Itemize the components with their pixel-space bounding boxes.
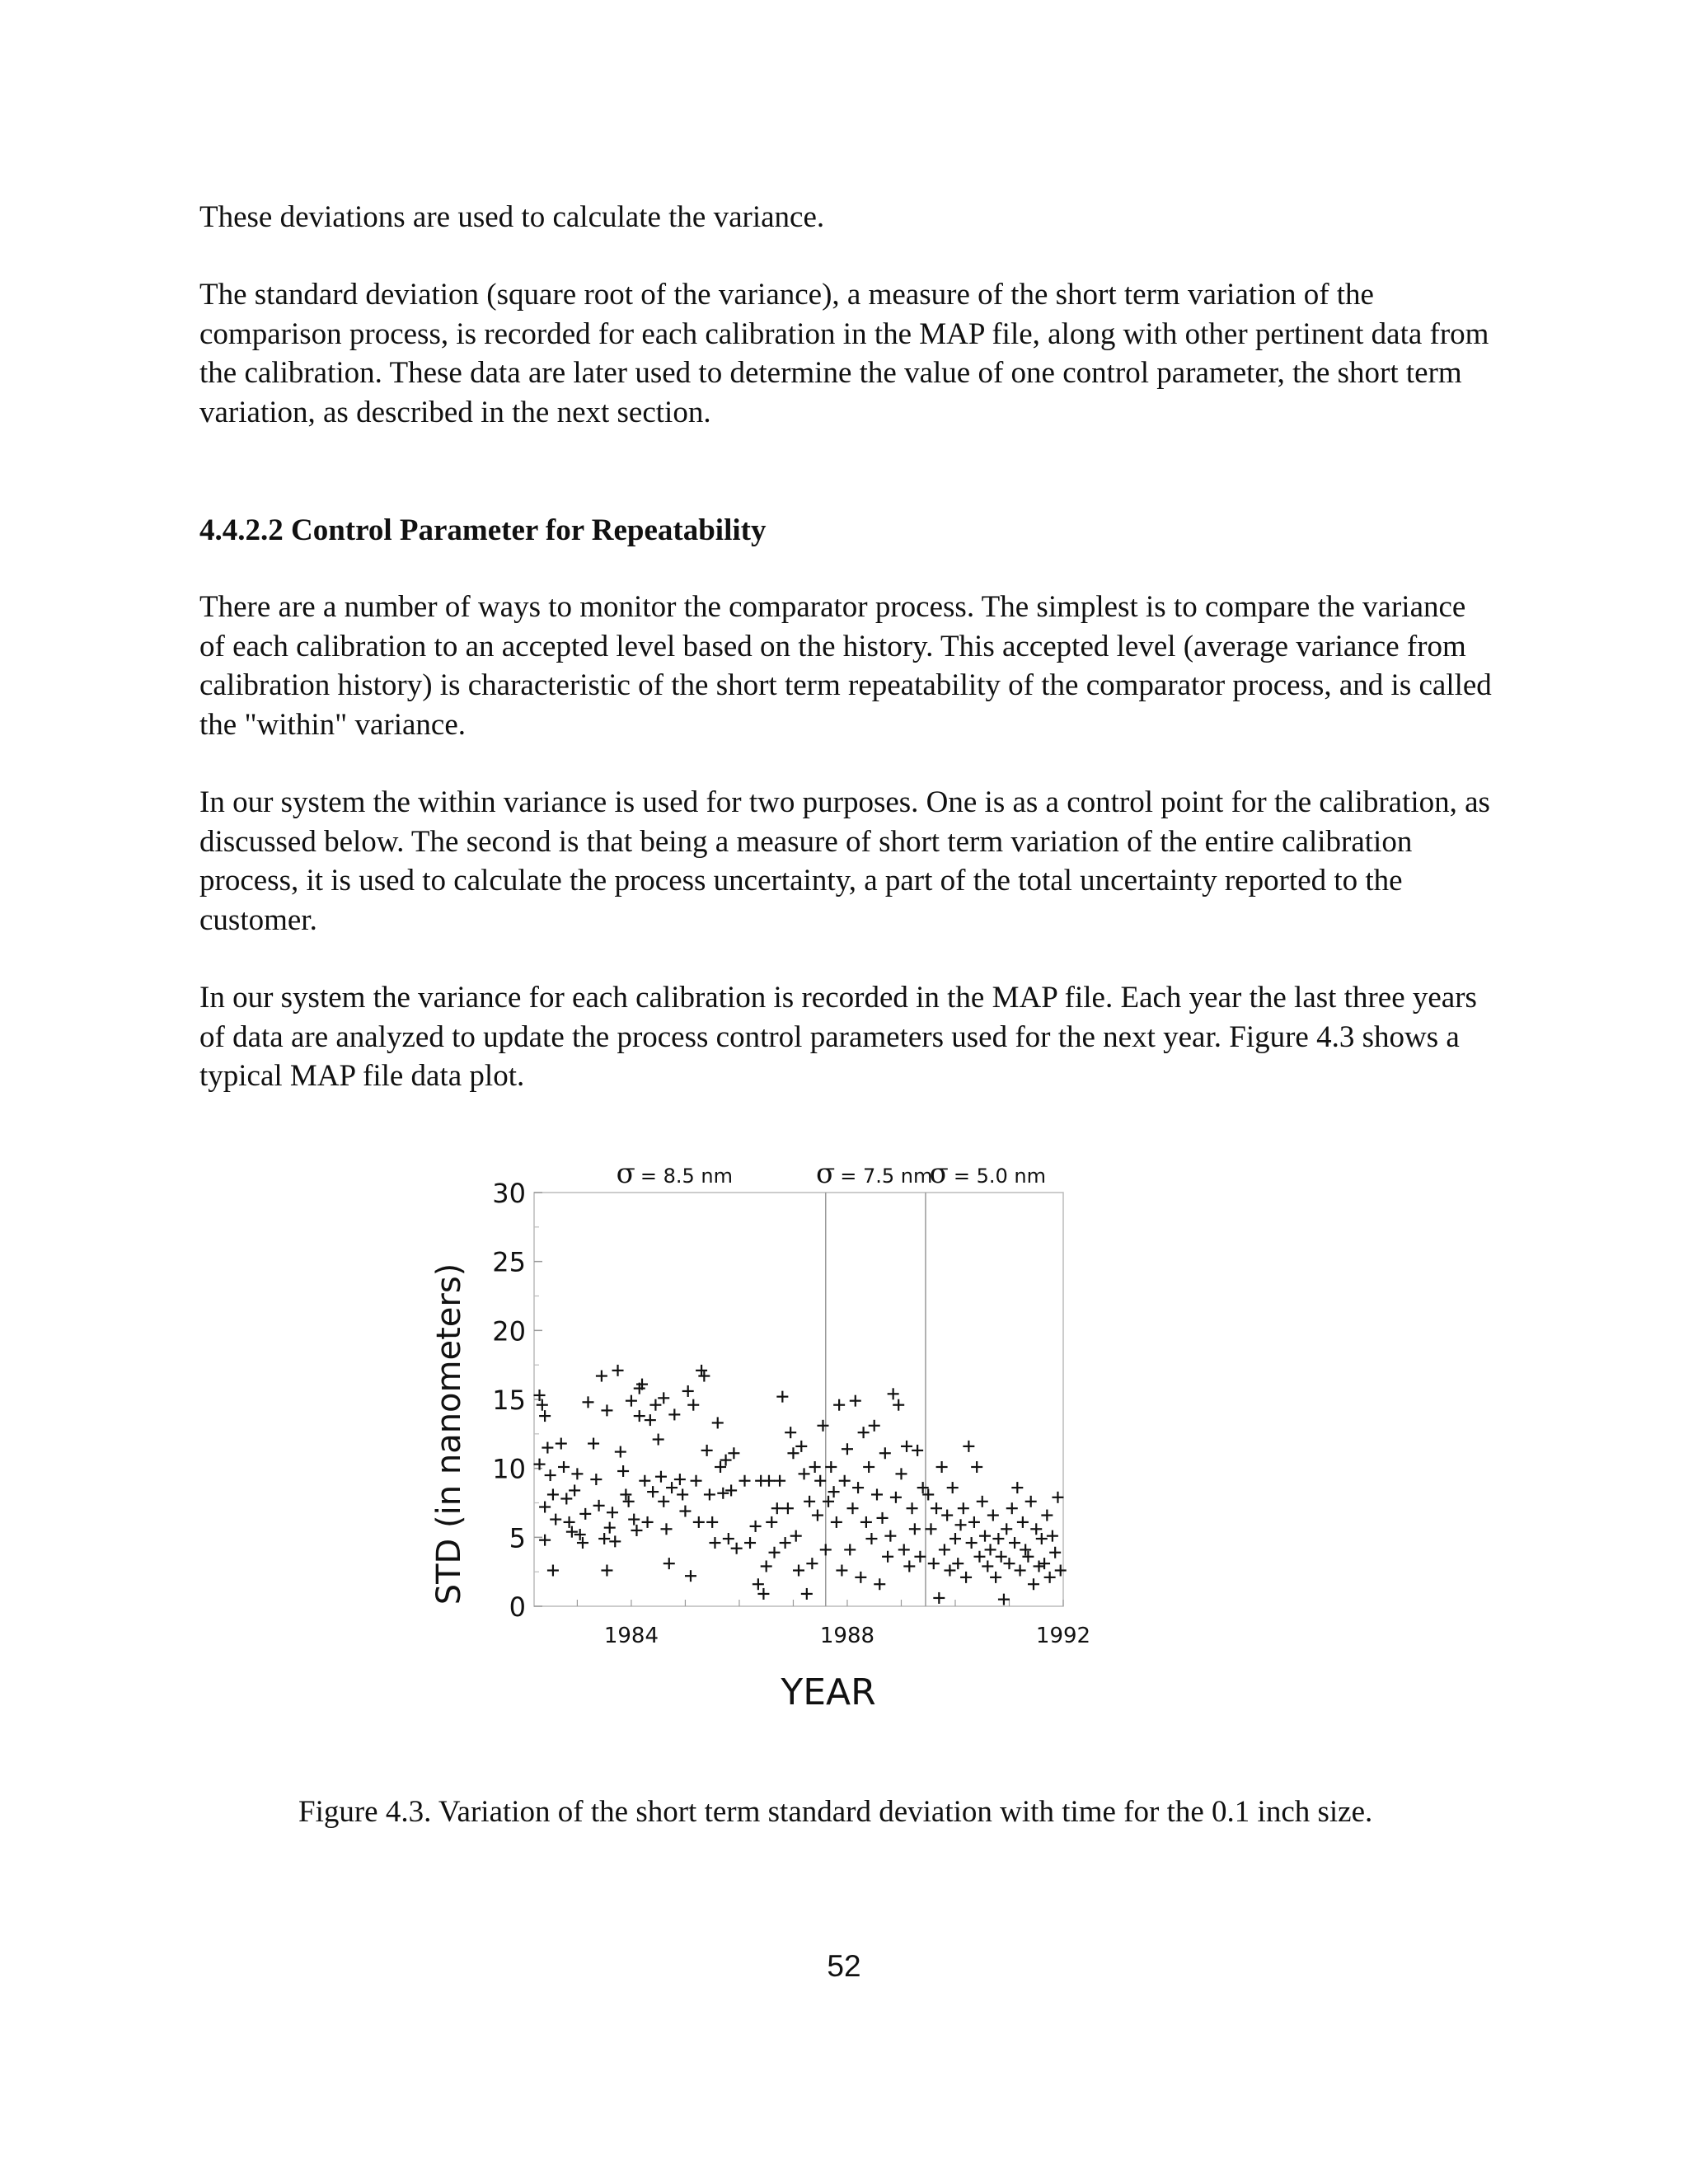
- period-dividers: [826, 1193, 926, 1606]
- x-tick-label: 1984: [603, 1624, 659, 1648]
- data-point: [1003, 1558, 1015, 1569]
- data-point: [634, 1410, 645, 1422]
- plot-border: [534, 1193, 1063, 1606]
- data-point: [947, 1482, 959, 1493]
- data-point: [926, 1523, 937, 1535]
- data-point: [971, 1461, 982, 1473]
- sigma-annotation: [617, 1157, 733, 1190]
- data-point: [1001, 1523, 1012, 1535]
- paragraph-3: There are a number of ways to monitor the comparator process. The simplest is to compare the variance of each calibration to an accepted level based on the history. This accepted level (average variance from calibration history) is characteristic of the short term repeatability of the comparator process, and is called the "within" variance.: [199, 590, 1492, 742]
- sigma-symbol: σ: [816, 1157, 836, 1190]
- data-point: [612, 1365, 624, 1376]
- data-point: [888, 1388, 899, 1399]
- data-point: [839, 1475, 851, 1487]
- data-point: [564, 1516, 575, 1528]
- data-point: [593, 1500, 605, 1511]
- sigma-annotation: [930, 1157, 1046, 1190]
- data-point: [715, 1461, 726, 1473]
- sigma-value: = 5.0 nm: [953, 1165, 1046, 1188]
- data-point: [985, 1544, 996, 1555]
- data-point: [1052, 1492, 1063, 1503]
- y-tick-label: 25: [492, 1246, 526, 1278]
- data-point: [545, 1469, 556, 1481]
- data-point: [558, 1461, 570, 1473]
- data-point: [653, 1434, 664, 1446]
- data-point: [1041, 1510, 1053, 1521]
- data-point: [601, 1564, 612, 1576]
- data-point: [757, 1588, 769, 1600]
- data-point: [639, 1475, 650, 1487]
- paragraph-2: The standard deviation (square root of the variance), a measure of the short term variation of the comparison process, is recorded for each calibration in the MAP file, along with other pertinent data from the calibration. These data are later used to determine the value of one control parameter, the short term variation, as described in the next section.: [199, 278, 1489, 429]
- data-point: [590, 1474, 602, 1485]
- data-point: [922, 1488, 934, 1500]
- page-number: 52: [827, 1949, 861, 1983]
- data-point: [698, 1371, 710, 1382]
- data-point: [847, 1502, 859, 1514]
- data-point: [1022, 1551, 1034, 1563]
- data-point: [1011, 1482, 1023, 1493]
- data-point: [855, 1572, 866, 1583]
- data-point: [631, 1525, 642, 1536]
- data-point: [893, 1399, 904, 1411]
- data-point: [996, 1551, 1007, 1563]
- data-point: [744, 1537, 756, 1549]
- data-point: [738, 1475, 750, 1487]
- data-point: [907, 1502, 918, 1514]
- data-point: [647, 1486, 659, 1497]
- data-point: [939, 1544, 950, 1555]
- paragraph-5: In our system the variance for each calibration is recorded in the MAP file. Each year the last three years of data are analyzed to update the process control parameters used for the next year. Figure 4.3 shows a typical MAP file data plot.: [199, 981, 1477, 1093]
- data-point: [1044, 1572, 1056, 1583]
- data-point: [901, 1441, 912, 1452]
- data-point: [598, 1533, 610, 1544]
- data-point: [620, 1488, 631, 1500]
- data-point: [898, 1544, 910, 1555]
- x-tick-label: 1992: [1035, 1624, 1091, 1648]
- data-point: [933, 1592, 945, 1604]
- data-point: [865, 1533, 877, 1544]
- data-point: [691, 1475, 702, 1487]
- data-point: [977, 1496, 988, 1507]
- data-point: [601, 1404, 612, 1416]
- data-point: [539, 1502, 551, 1513]
- data-point: [801, 1588, 813, 1600]
- section-heading: 4.4.2.2 Control Parameter for Repeatability: [199, 513, 767, 547]
- data-point: [547, 1488, 559, 1500]
- data-point: [814, 1475, 826, 1487]
- y-tick-label: 15: [492, 1385, 526, 1416]
- data-point: [682, 1385, 694, 1397]
- data-point: [550, 1514, 561, 1526]
- data-point: [1030, 1523, 1042, 1535]
- data-point: [998, 1594, 1010, 1605]
- data-point: [806, 1558, 818, 1569]
- data-point: [696, 1365, 707, 1376]
- data-point: [817, 1420, 828, 1432]
- data-point: [560, 1493, 572, 1504]
- period-annotations: [617, 1157, 1046, 1190]
- sigma-symbol: σ: [929, 1157, 949, 1190]
- x-tick-label: 1988: [819, 1624, 875, 1648]
- data-point: [869, 1420, 880, 1432]
- plot-frame: [534, 1193, 1063, 1606]
- data-point: [1034, 1560, 1045, 1572]
- data-point: [677, 1488, 688, 1500]
- data-point: [709, 1537, 720, 1549]
- data-point: [825, 1461, 837, 1473]
- data-points: [534, 1365, 1067, 1605]
- data-point: [928, 1558, 940, 1569]
- data-point: [769, 1547, 781, 1558]
- data-point: [912, 1445, 923, 1456]
- data-point: [542, 1442, 553, 1454]
- data-point: [823, 1496, 834, 1507]
- data-point: [858, 1427, 870, 1438]
- sigma-symbol: σ: [616, 1157, 635, 1190]
- data-point: [979, 1530, 991, 1542]
- data-point: [903, 1560, 915, 1572]
- data-point: [547, 1564, 559, 1576]
- data-point: [628, 1514, 640, 1526]
- figure-caption: Figure 4.3. Variation of the short term standard deviation with time for the 0.1 inch size.: [298, 1795, 1373, 1829]
- data-point: [884, 1530, 896, 1542]
- data-point: [666, 1482, 678, 1493]
- sigma-value: = 8.5 nm: [640, 1165, 733, 1188]
- data-point: [793, 1564, 804, 1576]
- data-point: [776, 1391, 788, 1403]
- data-point: [782, 1502, 794, 1514]
- data-point: [725, 1484, 737, 1496]
- data-point: [674, 1474, 686, 1485]
- data-point: [750, 1521, 762, 1532]
- data-point: [537, 1399, 548, 1411]
- figure-4-3: [412, 1150, 1154, 1727]
- y-axis-ticks: [492, 1178, 542, 1623]
- data-point: [941, 1510, 953, 1521]
- data-point: [645, 1414, 656, 1426]
- data-point: [787, 1447, 799, 1459]
- data-point: [579, 1508, 591, 1520]
- y-axis-label: STD (in nanometers): [430, 1263, 468, 1605]
- data-point: [895, 1468, 907, 1479]
- data-point: [952, 1558, 964, 1569]
- data-point: [655, 1471, 667, 1483]
- data-point: [963, 1441, 974, 1452]
- data-point: [566, 1526, 578, 1538]
- data-point: [973, 1551, 985, 1563]
- data-point: [607, 1507, 618, 1518]
- data-point: [1025, 1496, 1037, 1507]
- data-point: [1020, 1544, 1031, 1555]
- sigma-value: = 7.5 nm: [840, 1165, 933, 1188]
- data-point: [804, 1496, 815, 1507]
- data-point: [917, 1482, 929, 1493]
- data-point: [617, 1465, 629, 1477]
- data-point: [712, 1417, 724, 1428]
- data-point: [693, 1516, 705, 1528]
- data-point: [836, 1564, 847, 1576]
- data-point: [574, 1529, 586, 1540]
- data-point: [539, 1410, 551, 1422]
- data-point: [828, 1486, 840, 1497]
- data-point: [860, 1516, 872, 1528]
- data-point: [944, 1564, 955, 1576]
- data-point: [615, 1446, 626, 1458]
- data-point: [790, 1530, 802, 1542]
- data-point: [958, 1502, 969, 1514]
- paragraph-1: These deviations are used to calculate the variance.: [199, 200, 825, 234]
- data-point: [774, 1475, 785, 1487]
- y-tick-label: 20: [492, 1315, 526, 1347]
- data-point: [950, 1533, 961, 1544]
- data-point: [604, 1522, 616, 1534]
- data-point: [706, 1516, 718, 1528]
- sigma-annotation: [816, 1157, 932, 1190]
- data-point: [642, 1516, 654, 1528]
- data-point: [1017, 1516, 1029, 1528]
- data-point: [704, 1488, 715, 1500]
- data-point: [852, 1482, 864, 1493]
- data-point: [785, 1427, 796, 1438]
- data-point: [879, 1447, 891, 1459]
- scatter-chart: [412, 1150, 1154, 1727]
- data-point: [1036, 1533, 1048, 1544]
- data-point: [877, 1512, 889, 1524]
- data-point: [960, 1572, 972, 1583]
- data-point: [914, 1551, 926, 1563]
- x-axis-label: YEAR: [781, 1671, 876, 1713]
- data-point: [583, 1396, 594, 1408]
- data-point: [569, 1484, 580, 1496]
- data-point: [780, 1537, 791, 1549]
- y-tick-label: 0: [509, 1591, 526, 1623]
- data-point: [1039, 1558, 1050, 1569]
- x-axis-ticks: [577, 1600, 1090, 1648]
- paragraph-4: In our system the within variance is used for two purposes. One is as a control point for the calibration, as discussed below. The second is that being a measure of short term variation of the entire calibration process, it is used to calculate the process uncertainty, a part of the total uncertainty reported to the customer.: [199, 785, 1490, 937]
- data-point: [658, 1392, 669, 1404]
- data-point: [871, 1488, 883, 1500]
- data-point: [831, 1516, 842, 1528]
- data-point: [863, 1461, 874, 1473]
- data-point: [701, 1445, 713, 1456]
- data-point: [1009, 1537, 1020, 1549]
- data-point: [761, 1560, 772, 1572]
- data-point: [626, 1395, 637, 1407]
- data-point: [717, 1488, 729, 1499]
- data-point: [771, 1502, 783, 1514]
- data-point: [679, 1506, 691, 1517]
- data-point: [844, 1544, 856, 1555]
- data-point: [658, 1496, 669, 1507]
- data-point: [623, 1496, 635, 1507]
- data-point: [720, 1455, 732, 1466]
- data-point: [1028, 1578, 1039, 1590]
- data-point: [1006, 1502, 1018, 1514]
- data-point: [990, 1572, 1001, 1583]
- data-point: [874, 1578, 885, 1590]
- data-point: [992, 1533, 1004, 1544]
- data-point: [577, 1537, 588, 1549]
- data-point: [931, 1502, 942, 1514]
- data-point: [728, 1447, 739, 1459]
- data-point: [820, 1544, 832, 1555]
- data-point: [661, 1523, 673, 1535]
- data-point: [1015, 1564, 1026, 1576]
- data-point: [539, 1535, 551, 1546]
- y-tick-label: 10: [492, 1453, 526, 1485]
- data-point: [571, 1468, 583, 1479]
- y-tick-label: 5: [509, 1522, 526, 1554]
- data-point: [936, 1461, 948, 1473]
- data-point: [909, 1523, 921, 1535]
- data-point: [1047, 1530, 1058, 1542]
- data-point: [723, 1533, 734, 1544]
- data-point: [809, 1461, 821, 1473]
- data-point: [968, 1516, 980, 1528]
- data-point: [668, 1408, 680, 1420]
- data-point: [850, 1395, 861, 1407]
- data-point: [966, 1537, 978, 1549]
- data-point: [596, 1371, 607, 1382]
- data-point: [588, 1438, 599, 1450]
- data-point: [663, 1558, 675, 1569]
- data-point: [763, 1475, 775, 1487]
- data-point: [649, 1399, 661, 1411]
- data-point: [987, 1510, 999, 1521]
- data-point: [882, 1551, 893, 1563]
- data-point: [982, 1560, 993, 1572]
- data-point: [556, 1438, 567, 1450]
- data-point: [890, 1492, 902, 1503]
- data-point: [955, 1519, 967, 1530]
- data-point: [799, 1468, 810, 1479]
- data-point: [685, 1570, 696, 1582]
- data-point: [609, 1535, 621, 1547]
- data-point: [812, 1510, 823, 1521]
- data-point: [731, 1543, 743, 1554]
- data-point: [833, 1399, 845, 1411]
- data-point: [1055, 1564, 1067, 1576]
- y-tick-label: 30: [492, 1178, 526, 1209]
- data-point: [842, 1443, 853, 1455]
- data-point: [687, 1399, 699, 1411]
- data-point: [795, 1441, 807, 1452]
- data-point: [753, 1578, 764, 1590]
- data-point: [1049, 1547, 1061, 1558]
- data-point: [766, 1516, 777, 1528]
